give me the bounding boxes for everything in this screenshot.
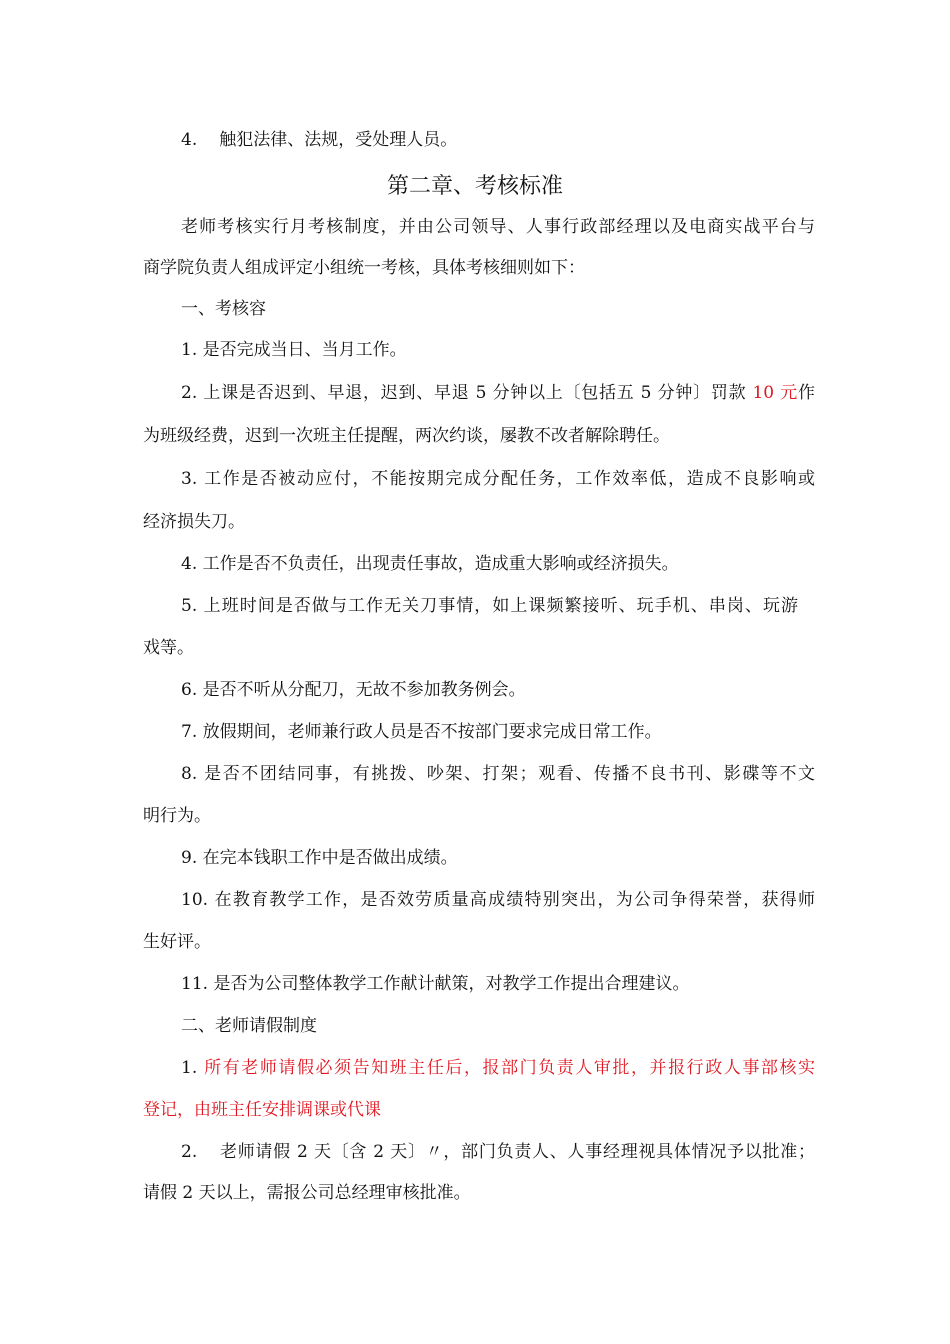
criteria-item-5-cont: 戏等。 [143, 638, 194, 658]
leave-rule-1-number: 1. [181, 1058, 205, 1078]
criteria-item-4: 4. 工作是否不负责任，出现责任事故，造成重大影响或经济损失。 [181, 554, 679, 574]
criteria-item-5: 5. 上班时间是否做与工作无关刀事情，如上课频繁接听、玩手机、串岗、玩游 [181, 596, 798, 616]
criteria-item-8: 8. 是否不团结同事，有挑拨、吵架、打架；观看、传播不良书刊、影碟等不文 [181, 764, 815, 784]
fine-amount: 10 元 [752, 383, 798, 403]
prev-item-number: 4. [181, 130, 198, 150]
leave-rule-2-cont: 请假 2 天以上，需报公司总经理审核批准。 [143, 1183, 471, 1203]
chapter-title: 第二章、考核标准 [386, 174, 563, 199]
criteria-item-10-cont: 生好评。 [143, 932, 211, 952]
criteria-item-7: 7. 放假期间，老师兼行政人员是否不按部门要求完成日常工作。 [181, 722, 662, 742]
criteria-item-2 [181, 381, 815, 405]
section1-heading: 一、考核容 [181, 299, 266, 319]
intro-line-1: 老师考核实行月考核制度，并由公司领导、人事行政部经理以及电商实战平台与 [181, 217, 815, 237]
criteria-item-3: 3. 工作是否被动应付，不能按期完成分配任务，工作效率低，造成不良影响或 [181, 469, 815, 489]
criteria-item-8-cont: 明行为。 [143, 806, 211, 826]
criteria-item-1: 1. 是否完成当日、当月工作。 [181, 340, 407, 360]
criteria-item-11: 11. 是否为公司整体教学工作献计献策，对教学工作提出合理建议。 [181, 974, 690, 994]
prev-item-4 [181, 128, 815, 152]
criteria-item-2-tail: 作 [798, 383, 815, 403]
criteria-item-10: 10. 在教育教学工作，是否效劳质量高成绩特别突出，为公司争得荣誉，获得师 [181, 890, 815, 910]
leave-rule-1-cont: 登记，由班主任安排调课或代课 [143, 1100, 381, 1120]
leave-rule-2-text: 老师请假 2 天〔含 2 天〕〃，部门负责人、人事经理视具体情况予以批准； [219, 1142, 815, 1162]
intro-line-2: 商学院负责人组成评定小组统一考核，具体考核细则如下： [143, 258, 585, 278]
leave-rule-1 [181, 1056, 815, 1080]
criteria-item-9: 9. 在完本钱职工作中是否做出成绩。 [181, 848, 458, 868]
leave-rule-2-number: 2. [181, 1142, 198, 1162]
section2-heading: 二、老师请假制度 [181, 1016, 317, 1036]
prev-item-text: 触犯法律、法规，受处理人员。 [219, 130, 458, 150]
criteria-item-6: 6. 是否不听从分配刀，无故不参加教务例会。 [181, 680, 526, 700]
leave-rule-1-text: 所有老师请假必须告知班主任后，报部门负责人审批，并报行政人事部核实 [204, 1058, 816, 1078]
criteria-item-3-cont: 经济损失刀。 [143, 512, 245, 532]
criteria-item-2-text: 2. 上课是否迟到、早退，迟到、早退 5 分钟以上〔包括五 5 分钟〕罚款 [181, 383, 753, 403]
leave-rule-2 [181, 1140, 815, 1164]
criteria-item-2-cont: 为班级经费，迟到一次班主任提醒，两次约谈，屡教不改者解除聘任。 [143, 426, 670, 446]
